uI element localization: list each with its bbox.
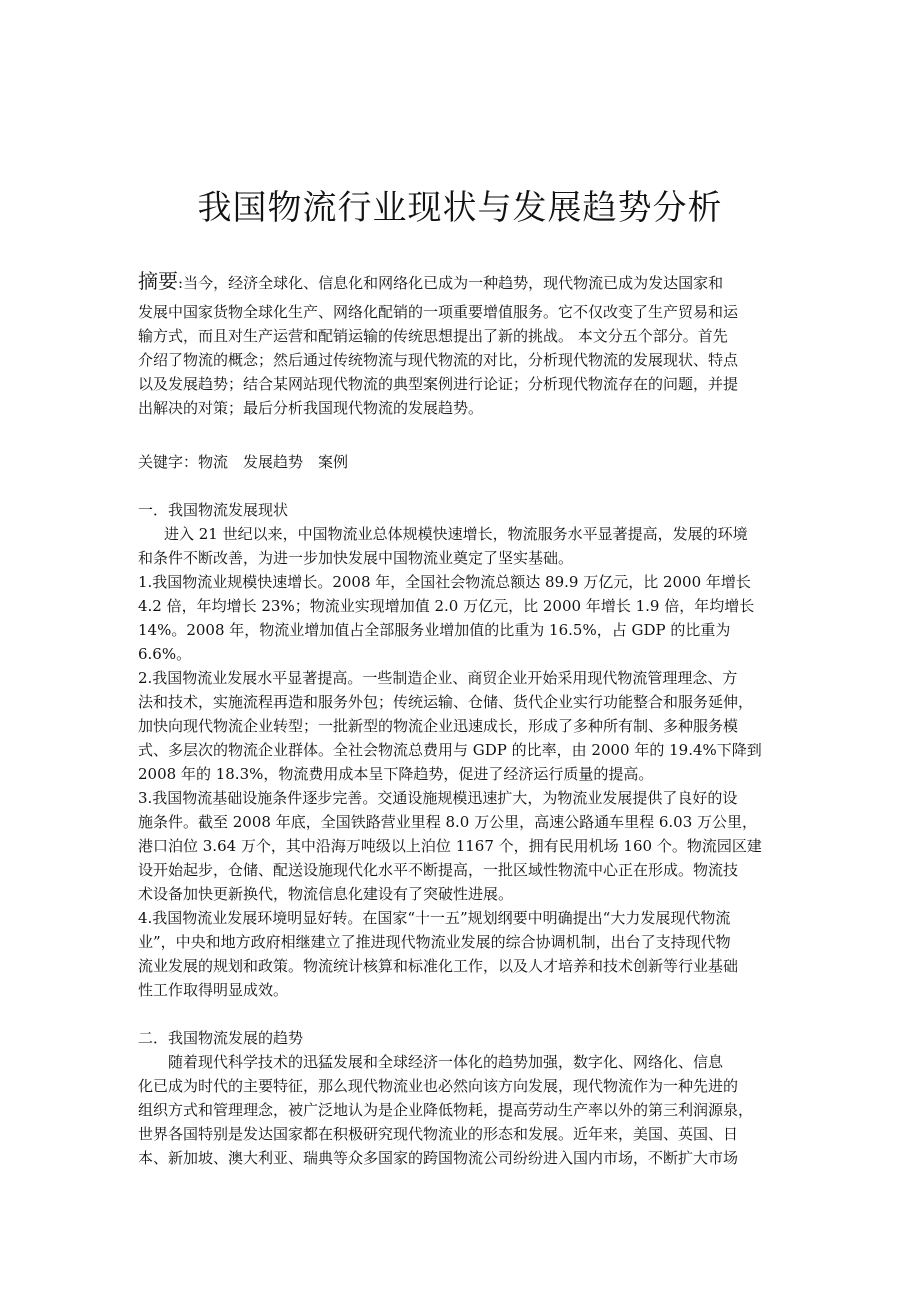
section-1-line: 14%。2008 年，物流业增加值占全部服务业增加值的比重为 16.5%，占 GDP 的比重为 (138, 621, 731, 639)
section-1-line: 法和技术，实施流程再造和服务外包；传统运输、仓储、货代企业实行功能整合和服务延伸， (138, 693, 754, 711)
section-2-heading: 二．我国物流发展的趋势 (138, 1029, 304, 1047)
abstract-line-2: 发展中国家货物全球化生产、网络化配销的一项重要增值服务。它不仅改变了生产贸易和运 (138, 303, 739, 321)
section-2-line: 本、新加坡、澳大利亚、瑞典等众多国家的跨国物流公司纷纷进入国内市场，不断扩大市场 (138, 1149, 739, 1167)
section-1-line: 4.我国物流业发展环境明显好转。在国家“十一五”规划纲要中明确提出“大力发展现代物流 (138, 909, 731, 927)
document-title: 我国物流行业现状与发展趋势分析 (197, 188, 723, 228)
section-1-line: 6.6%。 (138, 645, 192, 663)
abstract-line-4: 介绍了物流的概念；然后通过传统物流与现代物流的对比，分析现代物流的发展现状、特点 (138, 351, 739, 369)
section-1-line: 施条件。截至 2008 年底，全国铁路营业里程 8.0 万公里，高速公路通车里程 6.03 万公里， (138, 813, 758, 831)
section-1-line: 式、多层次的物流企业群体。全社会物流总费用与 GDP 的比率，由 2000 年的 19.4%下降到 (138, 741, 762, 759)
section-1-line: 性工作取得明显成效。 (138, 981, 289, 999)
section-1-line: 4.2 倍，年均增长 23%；物流业实现增加值 2.0 万亿元，比 2000 年增长 1.9 倍，年均增长 (138, 597, 755, 615)
section-1-line: 3.我国物流基础设施条件逐步完善。交通设施规模迅速扩大，为物流业发展提供了良好的设 (138, 789, 738, 807)
section-2-line: 随着现代科学技术的迅猛发展和全球经济一体化的趋势加强，数字化、网络化、信息 (168, 1053, 724, 1071)
abstract-line-5: 以及发展趋势；结合某网站现代物流的典型案例进行论证；分析现代物流存在的问题，并提 (138, 375, 739, 393)
section-1-line: 港口泊位 3.64 万个，其中沿海万吨级以上泊位 1167 个，拥有民用机场 160 个。物流园区建 (138, 837, 762, 855)
section-1-line: 设开始起步，仓储、配送设施现代化水平不断提高，一批区域性物流中心正在形成。物流技 (138, 861, 739, 879)
section-1-line: 进入 21 世纪以来，中国物流业总体规模快速增长，物流服务水平显著提高，发展的环境 (164, 525, 748, 543)
keywords-line: 关键字：物流 发展趋势 案例 (138, 453, 349, 471)
section-1-heading: 一．我国物流发展现状 (138, 501, 289, 519)
abstract-first-line (138, 266, 796, 296)
section-1-line: 1.我国物流业规模快速增长。2008 年，全国社会物流总额达 89.9 万亿元，比 2000 年增长 (138, 573, 751, 591)
section-1-line: 2008 年的 18.3%，物流费用成本呈下降趋势，促进了经济运行质量的提高。 (138, 765, 654, 783)
section-1-line: 加快向现代物流企业转型；一批新型的物流企业迅速成长，形成了多种所有制、多种服务模 (138, 717, 739, 735)
section-1-line: 流业发展的规划和政策。物流统计核算和标准化工作，以及人才培养和技术创新等行业基础 (138, 957, 739, 975)
section-1-line: 术设备加快更新换代，物流信息化建设有了突破性进展。 (138, 885, 514, 903)
abstract-line-3: 输方式，而且对生产运营和配销运输的传统思想提出了新的挑战。 本文分五个部分。首先 (138, 327, 728, 345)
abstract-line-1: 当今，经济全球化、信息化和网络化已成为一种趋势，现代物流已成为发达国家和 (183, 274, 724, 292)
section-1-line: 业”，中央和地方政府相继建立了推进现代物流业发展的综合协调机制，出台了支持现代物 (138, 933, 731, 951)
section-2-line: 世界各国特别是发达国家都在积极研究现代物流业的形态和发展。近年来，美国、英国、日 (138, 1125, 739, 1143)
abstract-label: 摘要 (138, 269, 178, 293)
section-2-line: 组织方式和管理理念，被广泛地认为是企业降低物耗，提高劳动生产率以外的第三利润源泉， (138, 1101, 754, 1119)
abstract-colon: : (178, 274, 184, 292)
section-1-line: 2.我国物流业发展水平显著提高。一些制造企业、商贸企业开始采用现代物流管理理念、方 (138, 669, 738, 687)
abstract-line-6: 出解决的对策；最后分析我国现代物流的发展趋势。 (138, 399, 484, 417)
section-2-line: 化已成为时代的主要特征，那么现代物流业也必然向该方向发展，现代物流作为一种先进的 (138, 1077, 739, 1095)
section-1-line: 和条件不断改善，为进一步加快发展中国物流业奠定了坚实基础。 (138, 549, 574, 567)
